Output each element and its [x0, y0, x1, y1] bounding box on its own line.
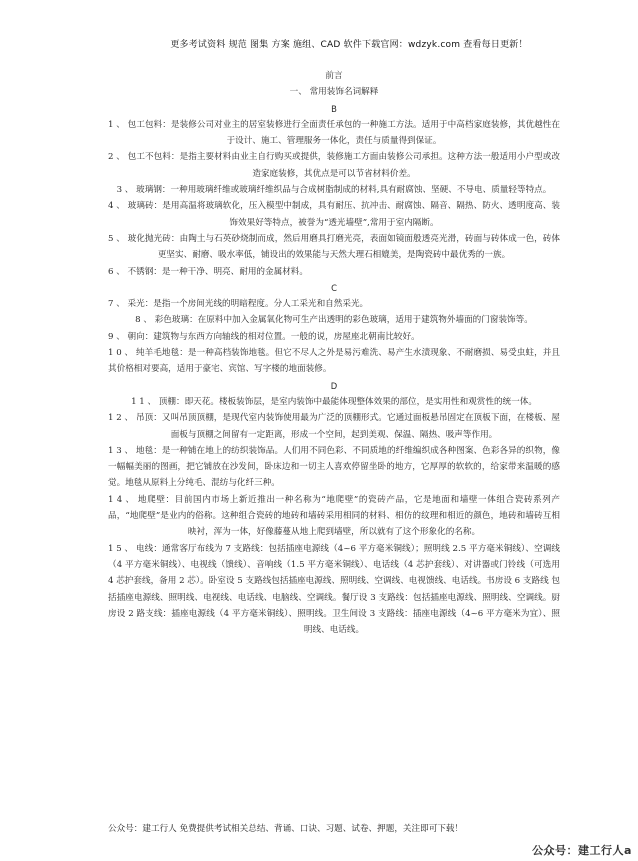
document-body [108, 68, 560, 638]
footer-note: 公众号：建工行人 免费提供考试相关总结、背诵、口诀、习题、试卷、押题，关注即可下载！ [108, 824, 464, 834]
term-item-9: 9 、 朝向：建筑物与东西方向轴线的相对位置。一般的说，房屋座北朝南比较好。 [108, 331, 420, 342]
term-item-10: 1 0 、 纯羊毛地毯：是一种高档装饰地毯。但它不尽人之外是易污难洗、易产生水渍现象、不耐磨损、易受虫蛀，并且其价格相对要高，适用于豪宅、宾馆、写字楼的地面装修。 [108, 348, 560, 375]
term-item-1: 1 、 包工包料：是装修公司对业主的居室装修进行全面责任承包的一种施工方法。适用于中高档家庭装修，其优越性在于设计、施工、管理服务一体化，责任与质量得到保证。 [108, 119, 560, 147]
term-item-14: 1 4 、 地爬壁：目前国内市场上新近推出一种名称为“地爬壁”的瓷砖产品，它是地面和墙壁一体组合瓷砖系列产品，“地爬壁”是业内的俗称。这种组合瓷砖的地砖和墙砖采用相同的材料、相仿的纹理和相近的颜色，地砖和墙砖互相映衬，浑为一体，好像藤蔓从地上爬到墙壁，所以就有了这个形象化的名称。 [108, 494, 560, 538]
section-title: 一、 常用装饰名词解释 [289, 87, 379, 98]
watermark-text: 公众号：建工行人a [532, 844, 632, 857]
term-item-13: 1 3 、 地毯：是一种铺在地上的纺织装饰品。人们用不同色彩、不同质地的纤维编织成各种图案、色彩各异的织物，像一幅幅美丽的图画，把它铺放在沙发间，卧床边和一切主人喜欢停留坐卧的地方，它厚厚的软软的，给家带来温暖的感觉。地毯从原料上分纯毛、混纺与化纤三种。 [108, 445, 560, 489]
term-item-11: 1 1 、 顶棚：即天花。楼板装饰层，是室内装饰中最能体现整体效果的部位，是实用性和观赏性的统一体。 [131, 396, 537, 407]
term-item-2: 2 、 包工不包料：是指主要材料由业主自行购买或提供，装修施工方面由装修公司承担。这种方法一般适用小户型或改造家庭装修，其优点是可以节省材料价差。 [108, 152, 560, 179]
term-item-7: 7 、 采光：是指一个房间光线的明暗程度。分人工采光和自然采光。 [108, 299, 369, 310]
banner-text: 更多考试资料 规范 图集 方案 施组、CAD 软件下载官网：wdzyk.com 查看每日更新！ [170, 40, 528, 50]
term-item-12: 1 2 、 吊顶：又叫吊顶顶棚，是现代室内装饰使用最为广泛的顶棚形式。它通过面板悬吊固定在顶板下面，在楼板、屋面板与顶棚之间留有一定距离，形成一个空间，起到美观、保温、隔热、吸声等作用。 [108, 413, 560, 440]
preface-heading: 前言 [325, 71, 343, 81]
term-item-15: 1 5 、 电线：通常客厅布线为 7 支路线：包括插座电源线（4~6 平方毫米铜线）；照明线 2.5 平方毫米铜线）、空调线（4 平方毫米铜线）、电视线（馈线）、音响线（1.5 平方毫米铜线）、电话线（4 芯护套线）、对讲器或门铃线（可选用 4 芯护套线，备用 2 芯）。卧室设 5 支路线包括插座电源线、照明线、空调线、电视馈线、电话线。书房设 6 支路线 包括插座电源线、照明线、电视线、电话线、电脑线、空调线。餐厅设 3 支路线：包括插座电源线、照明线、空调线。厨房设 2 路支线：插座电源线（4 平方毫米铜线）、照明线。卫生间设 3 支路线：插座电源线（4~6 平方毫米为宜）、照明线、电话线。 [108, 543, 560, 636]
term-item-6: 6 、 不锈钢：是一种干净、明亮、耐用的金属材料。 [108, 266, 308, 277]
letter-heading-d: D [330, 380, 338, 391]
term-item-8: 8 、 彩色玻璃：在原料中加入金属氧化物可生产出透明的彩色玻璃，适用于建筑物外墙面的门窗装饰等。 [135, 315, 533, 326]
letter-heading-b: B [331, 103, 337, 114]
letter-heading-c: C [331, 282, 337, 293]
top-banner [0, 37, 638, 50]
term-item-3: 3 、 玻璃钢：一种用玻璃纤维或玻璃纤维织品与合成树脂制成的材料,具有耐腐蚀、坚硬、不导电、质量轻等特点。 [116, 185, 552, 196]
term-item-4: 4 、 玻璃砖：是用高温将玻璃软化，压入模型中制成，具有耐压、抗冲击、耐腐蚀、隔音、隔热、防火、透明度高、装饰效果好等特点，被誉为“透光墙壁”,常用于室内隔断。 [108, 201, 560, 228]
term-item-5: 5 、 玻化抛光砖：由陶土与石英砂烧制而成，然后用磨具打磨光亮，表面如镜面般透亮光滑，砖面与砖体成一色，砖体更坚实、耐磨、吸水率低，铺设出的效果能与天然大理石相媲美，是陶瓷砖中最优秀的一族。 [108, 233, 560, 261]
